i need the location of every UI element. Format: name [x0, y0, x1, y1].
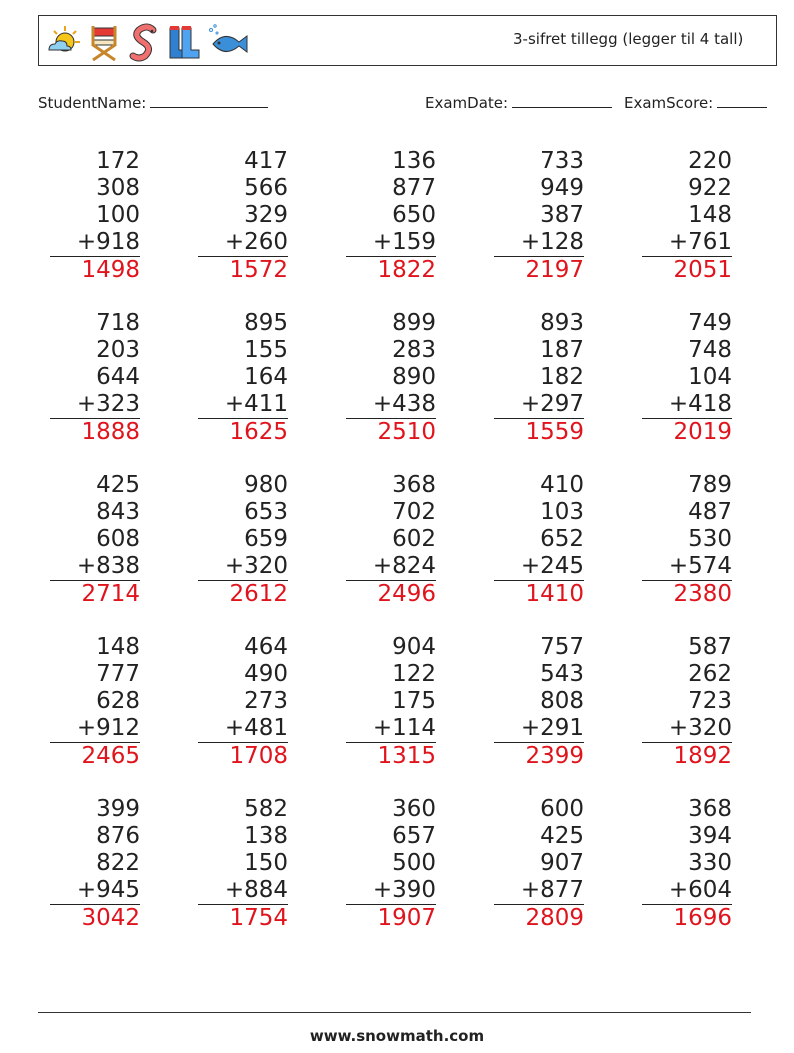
addend: 417: [244, 148, 288, 174]
answer: 1888: [81, 419, 140, 445]
exam-score-label: ExamScore:: [624, 94, 714, 112]
problem-20: [642, 634, 732, 770]
addend: 103: [540, 499, 584, 525]
addend: 907: [540, 850, 584, 876]
addend: 789: [688, 472, 732, 498]
addend-with-plus: +918: [50, 229, 140, 257]
addend-with-plus: +323: [50, 391, 140, 419]
problem-9: [494, 310, 584, 446]
addend: 893: [540, 310, 584, 336]
addend: 530: [688, 526, 732, 552]
addend: 733: [540, 148, 584, 174]
footer-divider: [38, 1012, 751, 1013]
addend: 628: [96, 688, 140, 714]
addend: 122: [392, 661, 436, 687]
addend: 657: [392, 823, 436, 849]
addend: 425: [96, 472, 140, 498]
addend-with-plus: +260: [198, 229, 288, 257]
answer: 1696: [673, 905, 732, 931]
problem-1: [50, 148, 140, 284]
addend: 904: [392, 634, 436, 660]
addend: 387: [540, 202, 584, 228]
addend: 182: [540, 364, 584, 390]
addend: 360: [392, 796, 436, 822]
answer: 1822: [377, 257, 436, 283]
addend-with-plus: +438: [346, 391, 436, 419]
addend-with-plus: +945: [50, 877, 140, 905]
addend: 566: [244, 175, 288, 201]
addend: 262: [688, 661, 732, 687]
answer: 1498: [81, 257, 140, 283]
addend: 490: [244, 661, 288, 687]
problem-5: [642, 148, 732, 284]
answer: 2496: [377, 581, 436, 607]
answer: 2465: [81, 743, 140, 769]
addend: 877: [392, 175, 436, 201]
answer: 1907: [377, 905, 436, 931]
problem-22: [198, 796, 288, 932]
addend: 749: [688, 310, 732, 336]
student-name-label: StudentName:: [38, 94, 147, 112]
addend: 138: [244, 823, 288, 849]
answer: 2197: [525, 257, 584, 283]
addend: 329: [244, 202, 288, 228]
problem-14: [494, 472, 584, 608]
problem-23: [346, 796, 436, 932]
addend: 652: [540, 526, 584, 552]
footer-site: www.snowmath.com: [309, 1027, 485, 1045]
answer: 1625: [229, 419, 288, 445]
answer: 2380: [673, 581, 732, 607]
answer: 1708: [229, 743, 288, 769]
problem-24: [494, 796, 584, 932]
answer: 2612: [229, 581, 288, 607]
addend: 164: [244, 364, 288, 390]
addend: 659: [244, 526, 288, 552]
addend-with-plus: +604: [642, 877, 732, 905]
addend-with-plus: +291: [494, 715, 584, 743]
addend: 582: [244, 796, 288, 822]
problem-21: [50, 796, 140, 932]
addend: 644: [96, 364, 140, 390]
problem-4: [494, 148, 584, 284]
addend: 500: [392, 850, 436, 876]
problem-18: [346, 634, 436, 770]
problem-7: [198, 310, 288, 446]
problem-11: [50, 472, 140, 608]
addend: 843: [96, 499, 140, 525]
addend: 949: [540, 175, 584, 201]
addend: 368: [688, 796, 732, 822]
addend-with-plus: +884: [198, 877, 288, 905]
addend-with-plus: +912: [50, 715, 140, 743]
answer: 2019: [673, 419, 732, 445]
answer: 1572: [229, 257, 288, 283]
problem-13: [346, 472, 436, 608]
addend: 136: [392, 148, 436, 174]
addend: 757: [540, 634, 584, 660]
addend: 600: [540, 796, 584, 822]
addend-with-plus: +245: [494, 553, 584, 581]
addend-with-plus: +390: [346, 877, 436, 905]
addend: 308: [96, 175, 140, 201]
addend-with-plus: +838: [50, 553, 140, 581]
addend-with-plus: +320: [642, 715, 732, 743]
addend-with-plus: +159: [346, 229, 436, 257]
addend-with-plus: +411: [198, 391, 288, 419]
addend-with-plus: +574: [642, 553, 732, 581]
addend-with-plus: +481: [198, 715, 288, 743]
problem-17: [198, 634, 288, 770]
addend: 283: [392, 337, 436, 363]
answer: 2399: [525, 743, 584, 769]
exam-date-label: ExamDate:: [425, 94, 509, 112]
problem-8: [346, 310, 436, 446]
addend: 187: [540, 337, 584, 363]
addend: 172: [96, 148, 140, 174]
answer: 1892: [673, 743, 732, 769]
addend: 876: [96, 823, 140, 849]
addend: 602: [392, 526, 436, 552]
addend-with-plus: +824: [346, 553, 436, 581]
addend: 410: [540, 472, 584, 498]
addend: 203: [96, 337, 140, 363]
problem-15: [642, 472, 732, 608]
addend: 808: [540, 688, 584, 714]
addend: 702: [392, 499, 436, 525]
answer: 1410: [525, 581, 584, 607]
addend: 777: [96, 661, 140, 687]
addend: 822: [96, 850, 140, 876]
addend: 100: [96, 202, 140, 228]
addend: 653: [244, 499, 288, 525]
addend: 587: [688, 634, 732, 660]
addend-with-plus: +877: [494, 877, 584, 905]
addend: 148: [96, 634, 140, 660]
answer: 2051: [673, 257, 732, 283]
problem-10: [642, 310, 732, 446]
addend: 368: [392, 472, 436, 498]
problem-3: [346, 148, 436, 284]
answer: 1754: [229, 905, 288, 931]
problem-2: [198, 148, 288, 284]
problem-12: [198, 472, 288, 608]
addend: 150: [244, 850, 288, 876]
addend: 899: [392, 310, 436, 336]
addend: 394: [688, 823, 732, 849]
addend: 330: [688, 850, 732, 876]
addend-with-plus: +418: [642, 391, 732, 419]
answer: 2510: [377, 419, 436, 445]
answer: 1315: [377, 743, 436, 769]
addend: 718: [96, 310, 140, 336]
addend: 543: [540, 661, 584, 687]
addend: 922: [688, 175, 732, 201]
addend: 980: [244, 472, 288, 498]
addend-with-plus: +114: [346, 715, 436, 743]
answer: 1559: [525, 419, 584, 445]
addend: 175: [392, 688, 436, 714]
answer: 3042: [81, 905, 140, 931]
addend: 487: [688, 499, 732, 525]
addend: 464: [244, 634, 288, 660]
addend-with-plus: +761: [642, 229, 732, 257]
addend-with-plus: +128: [494, 229, 584, 257]
addend: 748: [688, 337, 732, 363]
addend: 723: [688, 688, 732, 714]
problem-25: [642, 796, 732, 932]
answer: 2714: [81, 581, 140, 607]
addend: 895: [244, 310, 288, 336]
addend: 273: [244, 688, 288, 714]
addend: 148: [688, 202, 732, 228]
problem-16: [50, 634, 140, 770]
addend-with-plus: +297: [494, 391, 584, 419]
addend: 155: [244, 337, 288, 363]
addend: 650: [392, 202, 436, 228]
addend-with-plus: +320: [198, 553, 288, 581]
worksheet-title: 3-sifret tillegg (legger til 4 tall): [513, 30, 744, 48]
addend: 425: [540, 823, 584, 849]
addend: 104: [688, 364, 732, 390]
addend: 608: [96, 526, 140, 552]
answer: 2809: [525, 905, 584, 931]
problem-6: [50, 310, 140, 446]
addend: 399: [96, 796, 140, 822]
problem-19: [494, 634, 584, 770]
addend: 890: [392, 364, 436, 390]
addend: 220: [688, 148, 732, 174]
